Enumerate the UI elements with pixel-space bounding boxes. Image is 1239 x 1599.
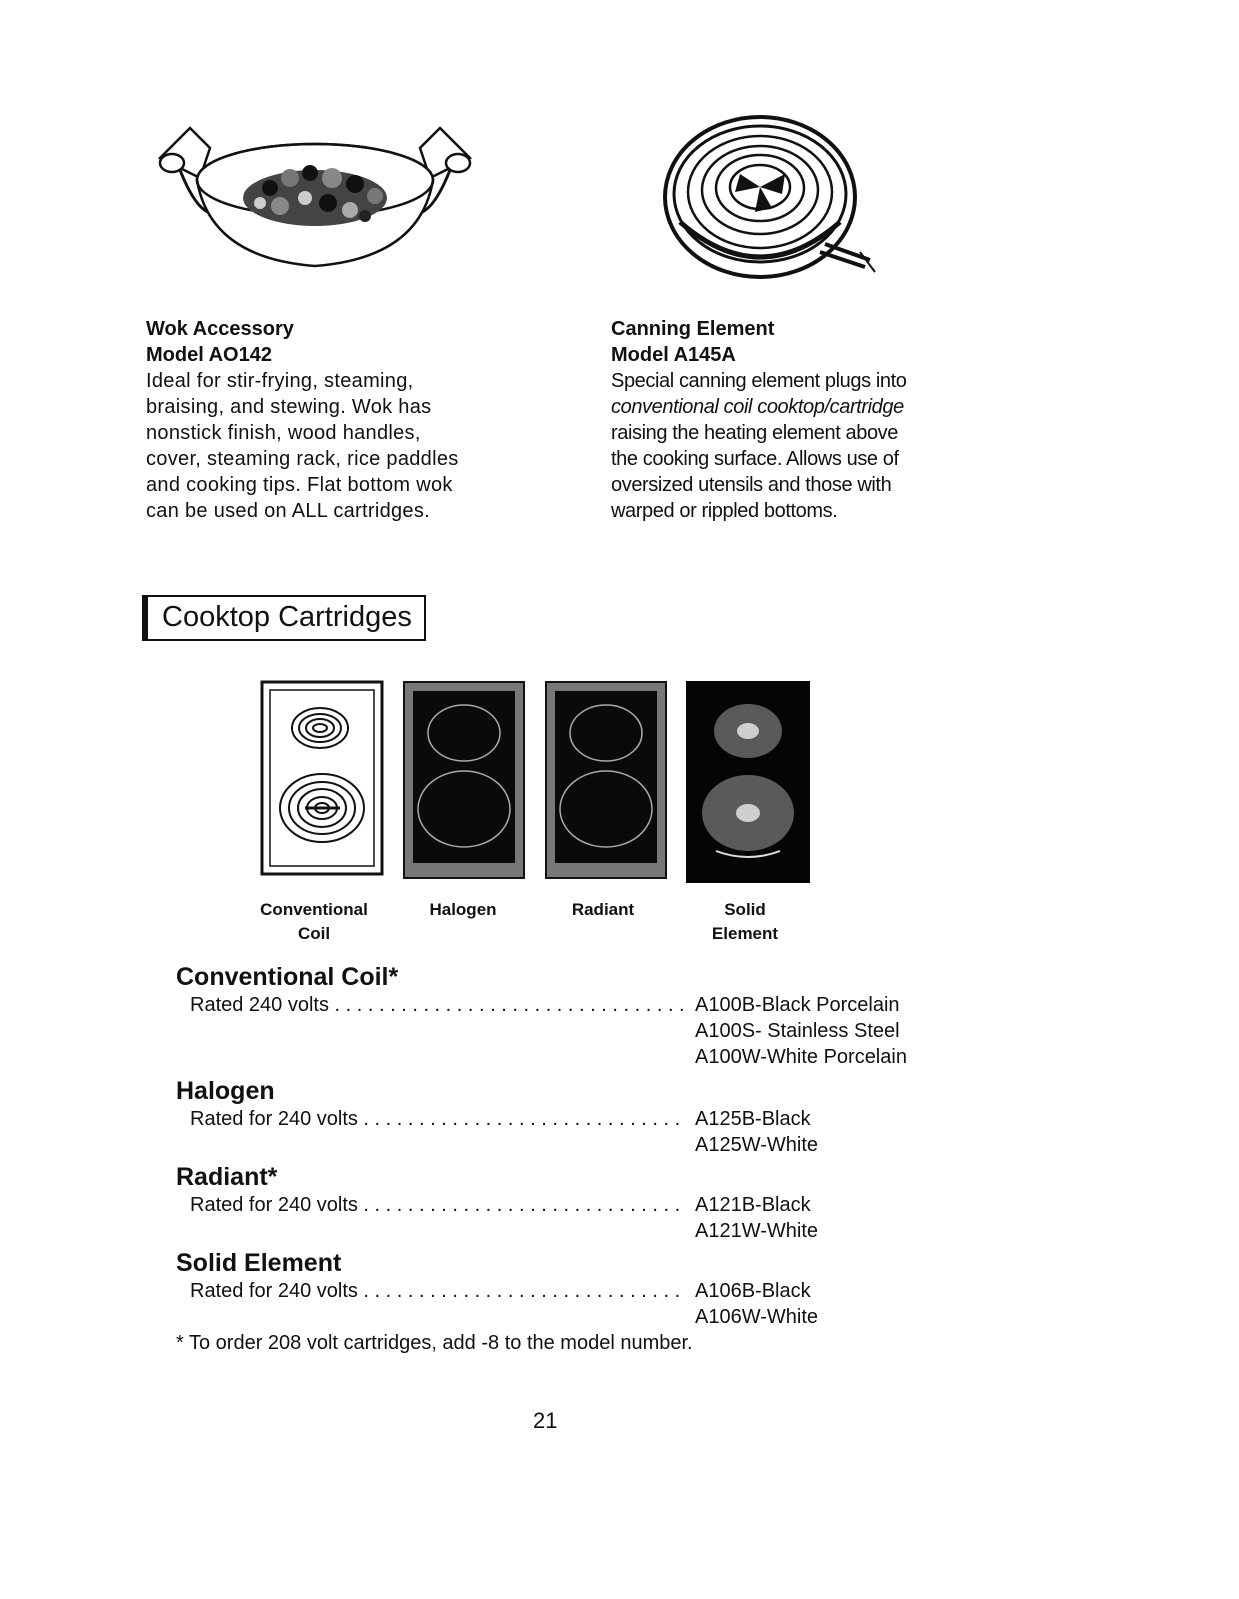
radiant-cartridge-icon (545, 681, 667, 879)
cartridge-label-halogen (398, 898, 528, 922)
spec-heading-conventional-coil: Conventional Coil* (176, 963, 399, 991)
canning-line: Special canning element plugs into (611, 370, 907, 392)
model-number: A125B-Black (695, 1108, 811, 1130)
spec-row (190, 1106, 976, 1158)
spec-rated: Rated for 240 volts . . . (190, 1192, 685, 1244)
cartridge-label-line: Conventional (260, 900, 368, 919)
wok-description (146, 368, 506, 524)
solid-element-cartridge-icon (686, 681, 810, 883)
wok-accessory-block (146, 316, 506, 524)
canning-description (611, 368, 971, 524)
halogen-cartridge-icon (403, 681, 525, 879)
canning-line: oversized utensils and those with (611, 474, 892, 496)
spec-rated: Rated for 240 volts . . . (190, 1278, 685, 1330)
spec-rated: Rated for 240 volts . . . (190, 1106, 685, 1158)
page-number: 21 (533, 1408, 558, 1433)
cartridge-label-line: Element (711, 924, 779, 943)
spec-models (685, 1106, 818, 1158)
spec-heading-solid-element: Solid Element (176, 1249, 342, 1277)
model-number: A106B-Black (695, 1280, 811, 1302)
section-title-cooktop-cartridges: Cooktop Cartridges (146, 595, 426, 641)
spec-models (685, 992, 907, 1070)
canning-accessory-block (611, 316, 971, 524)
model-number: A125W-White (695, 1134, 819, 1156)
spec-heading-radiant: Radiant* (176, 1163, 278, 1191)
model-number: A100B-Black Porcelain (695, 994, 900, 1016)
cartridge-label-conventional-coil (244, 898, 384, 946)
model-number: A100W-White Porcelain (695, 1046, 907, 1068)
spec-row (190, 1192, 976, 1244)
wok-line: Ideal for stir-frying, steaming, (146, 370, 414, 392)
canning-line: conventional coil cooktop/cartridge (611, 396, 904, 418)
wok-line: nonstick finish, wood handles, (146, 422, 421, 444)
wok-title: Wok Accessory (146, 318, 294, 340)
cartridge-label-line: Halogen (429, 900, 497, 919)
cartridge-label-solid-element (680, 898, 810, 946)
spec-models (685, 1278, 818, 1330)
canning-line: raising the heating element above (611, 422, 899, 444)
canning-title: Canning Element (611, 318, 775, 340)
canning-line: warped or rippled bottoms. (611, 500, 838, 522)
cartridge-label-radiant (538, 898, 668, 922)
spec-rated: Rated 240 volts . . . (190, 992, 685, 1070)
wok-line: braising, and stewing. Wok has (146, 396, 432, 418)
cartridge-label-line: Radiant (571, 900, 635, 919)
model-number: A121W-White (695, 1220, 819, 1242)
cartridge-label-line: Solid (724, 900, 766, 919)
conventional-coil-cartridge-icon (260, 680, 384, 876)
wok-illustration (150, 118, 480, 278)
wok-model: Model AO142 (146, 344, 272, 366)
wok-line: cover, steaming rack, rice paddles (146, 448, 459, 470)
canning-element-illustration (660, 112, 880, 287)
canning-model: Model A145A (611, 344, 736, 366)
model-number: A121B-Black (695, 1194, 811, 1216)
spec-row (190, 992, 976, 1070)
footnote: * To order 208 volt cartridges, add -8 to the model number. (176, 1332, 693, 1354)
wok-line: can be used on ALL cartridges. (146, 500, 430, 522)
canning-line: the cooking surface. Allows use of (611, 448, 899, 470)
wok-line: and cooking tips. Flat bottom wok (146, 474, 453, 496)
spec-row (190, 1278, 976, 1330)
model-number: A106W-White (695, 1306, 819, 1328)
cartridge-specs (176, 962, 976, 1330)
model-number: A100S- Stainless Steel (695, 1020, 900, 1042)
spec-models (685, 1192, 818, 1244)
spec-heading-halogen: Halogen (176, 1077, 275, 1105)
cartridge-label-line: Coil (297, 924, 331, 943)
